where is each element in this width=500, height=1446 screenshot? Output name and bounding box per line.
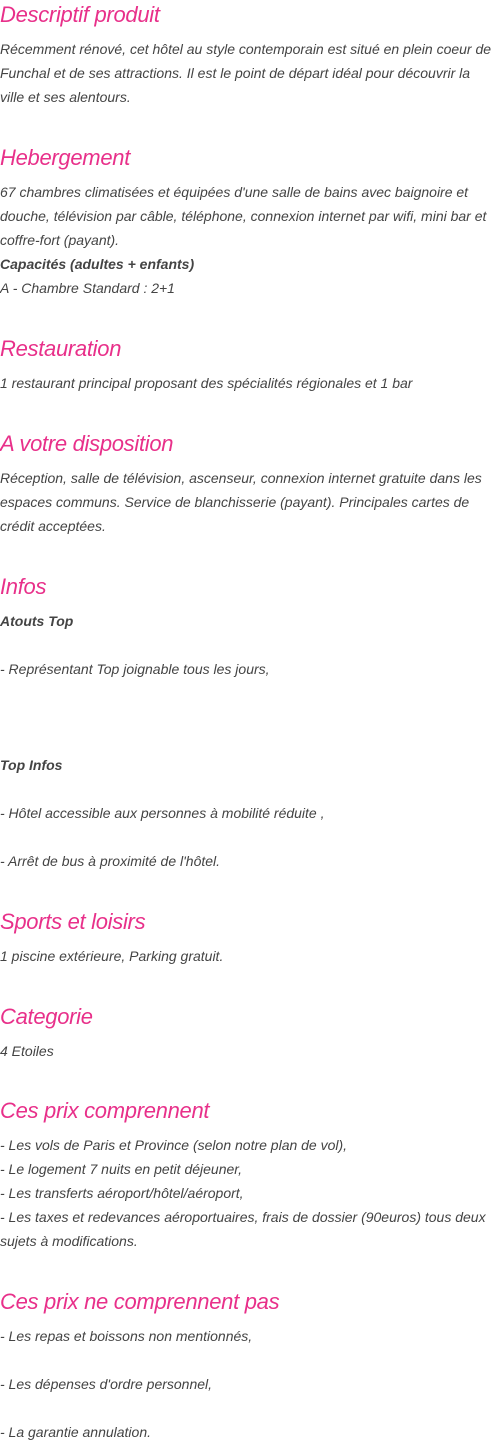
restauration-text: 1 restaurant principal proposant des spécialités régionales et 1 bar: [0, 375, 413, 391]
atouts-label: Atouts Top: [0, 613, 74, 629]
room-capacity: A - Chambre Standard : 2+1: [0, 280, 175, 296]
inclus-item: - Le logement 7 nuits en petit déjeuner,: [0, 1161, 243, 1177]
non-inclus-item: - Les dépenses d'ordre personnel,: [0, 1376, 213, 1392]
section-categorie: [0, 1002, 498, 1063]
inclus-item: - Les taxes et redevances aéroportuaires, frais de dossier (90euros) tous deux sujets à modifications.: [0, 1209, 486, 1249]
section-title-categorie: Categorie: [0, 1004, 93, 1029]
inclus-item: - Les vols de Paris et Province (selon notre plan de vol),: [0, 1137, 348, 1153]
section-title-hebergement: Hebergement: [0, 145, 130, 170]
disposition-text: Réception, salle de télévision, ascenseur, connexion internet gratuite dans les espaces communs. Service de blanchisserie (payant). Principales cartes de crédit acceptées.: [0, 470, 482, 534]
section-title-descriptif: Descriptif produit: [0, 2, 160, 27]
non-inclus-item: - Les repas et boissons non mentionnés,: [0, 1328, 253, 1344]
capacities-label: Capacités (adultes + enfants): [0, 256, 195, 272]
section-title-prix-non-inclus: Ces prix ne comprennent pas: [0, 1289, 280, 1314]
section-restauration: [0, 334, 498, 395]
section-title-infos: Infos: [0, 574, 47, 599]
section-title-restauration: Restauration: [0, 336, 122, 361]
section-infos: [0, 572, 498, 873]
top-infos-label: Top Infos: [0, 757, 63, 773]
top-infos-item: - Arrêt de bus à proximité de l'hôtel.: [0, 853, 221, 869]
section-title-sports: Sports et loisirs: [0, 909, 146, 934]
section-descriptif: [0, 0, 498, 109]
section-disposition: [0, 429, 498, 538]
section-hebergement: [0, 143, 498, 300]
hebergement-text: 67 chambres climatisées et équipées d'une salle de bains avec baignoire et douche, télévision par câble, téléphone, connexion internet par wifi, mini bar et coffre-fort (payant).: [0, 184, 487, 248]
section-title-prix-inclus: Ces prix comprennent: [0, 1098, 210, 1123]
top-infos-item: - Hôtel accessible aux personnes à mobilité réduite ,: [0, 805, 325, 821]
section-prix-inclus: [0, 1096, 498, 1253]
inclus-item: - Les transferts aéroport/hôtel/aéroport,: [0, 1185, 244, 1201]
atouts-item: - Représentant Top joignable tous les jours,: [0, 661, 270, 677]
categorie-text: 4 Etoiles: [0, 1043, 54, 1059]
sports-text: 1 piscine extérieure, Parking gratuit.: [0, 948, 224, 964]
descriptif-text: Récemment rénové, cet hôtel au style contemporain est situé en plein coeur de Funchal et de ses attractions. Il est le point de départ idéal pour découvrir la ville et ses alentours.: [0, 41, 492, 105]
section-sports: [0, 907, 498, 968]
section-prix-non-inclus: [0, 1287, 498, 1444]
section-title-disposition: A votre disposition: [0, 431, 174, 456]
non-inclus-item: - La garantie annulation.: [0, 1424, 151, 1440]
